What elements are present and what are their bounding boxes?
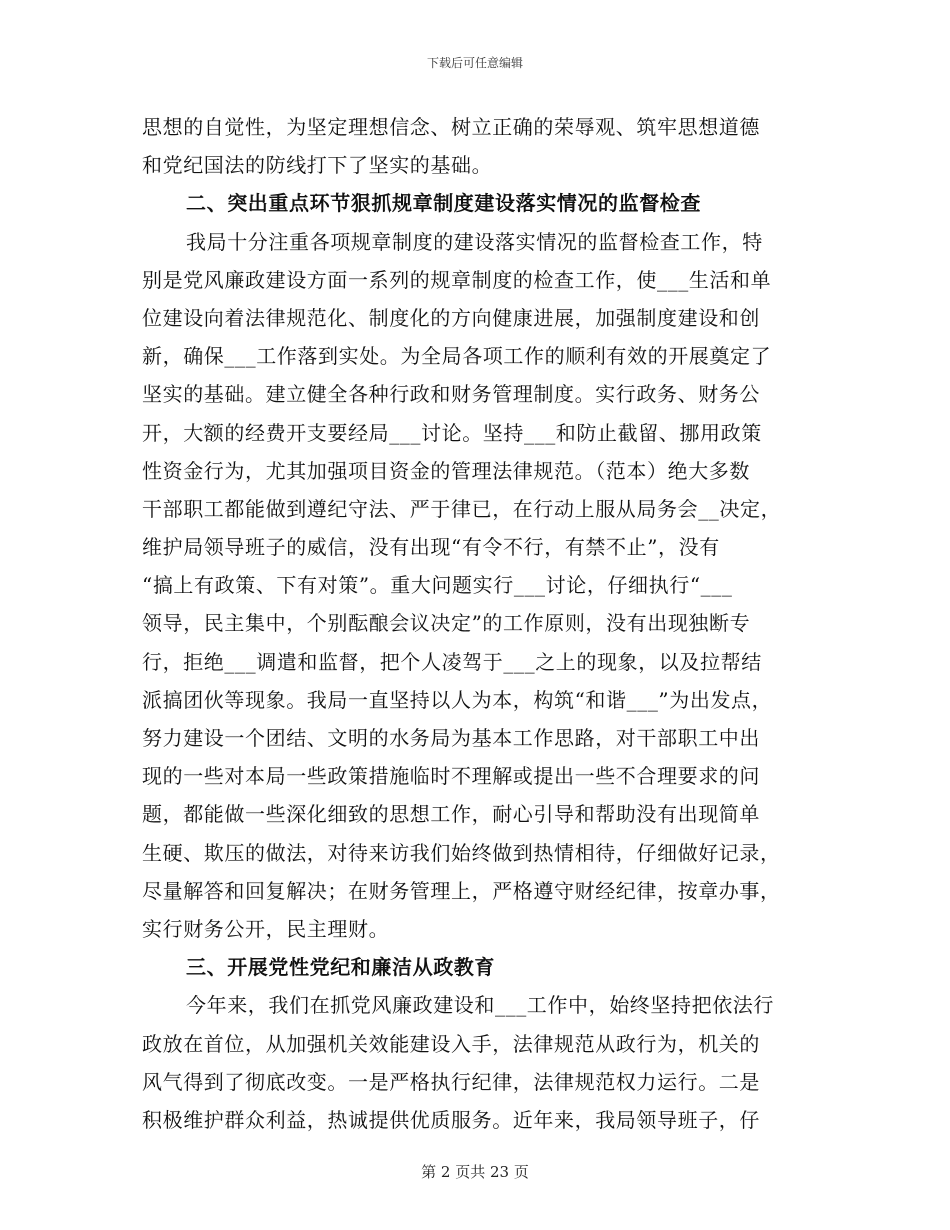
paragraph-line: 生硬、欺压的做法，对待来访我们始终做到热情相待，仔细做好记录， xyxy=(142,840,781,865)
paragraph-line: 尽量解答和回复解决；在财务管理上，严格遵守财经纪律，按章办事， xyxy=(142,878,781,903)
section-heading: 三、开展党性党纪和廉洁从政教育 xyxy=(186,955,495,980)
paragraph-line: 今年来，我们在抓党风廉政建设和___工作中，始终坚持把依法行 xyxy=(186,993,774,1018)
section-heading: 二、突出重点环节狠抓规章制度建设落实情况的监督检查 xyxy=(186,191,701,216)
paragraph-line: 位建设向着法律规范化、制度化的方向健康进展，加强制度建设和创 xyxy=(142,305,760,330)
paragraph-line: 题，都能做一些深化细致的思想工作，耐心引导和帮助没有出现简单 xyxy=(142,802,760,827)
paragraph-line: “搞上有政策、下有对策”。重大问题实行___讨论，仔细执行“___ xyxy=(142,573,733,598)
paragraph-line: 派搞团伙等现象。我局一直坚持以人为本，构筑“和谐___”为出发点， xyxy=(142,687,773,712)
paragraph-line: 努力建设一个团结、文明的水务局为基本工作思路，对干部职工中出 xyxy=(142,726,760,750)
paragraph-line: 新，确保___工作落到实处。为全局各项工作的顺利有效的开展奠定了 xyxy=(142,344,772,369)
paragraph-line: 风气得到了彻底改变。一是严格执行纪律，法律规范权力运行。二是 xyxy=(142,1069,760,1094)
paragraph-line: 现的一些对本局一些政策措施临时不理解或提出一些不合理要求的问 xyxy=(142,764,760,789)
paragraph-line: 积极维护群众利益，热诚提供优质服务。近年来，我局领导班子，仔 xyxy=(142,1107,760,1132)
paragraph-line: 我局十分注重各项规章制度的建设落实情况的监督检查工作，特 xyxy=(186,229,763,254)
paragraph-line: 维护局领导班子的威信，没有出现“有令不行，有禁不止”，没有 xyxy=(142,535,720,560)
page-header: 下载后可任意编辑 xyxy=(426,56,523,70)
paragraph-line: 开，大额的经费开支要经局___讨论。坚持___和防止截留、挪用政策 xyxy=(142,420,762,445)
paragraph-line: 行，拒绝___调遣和监督，把个人凌驾于___之上的现象，以及拉帮结 xyxy=(142,649,762,674)
paragraph-line: 别是党风廉政建设方面一系列的规章制度的检查工作，使___生活和单 xyxy=(142,267,772,292)
page-footer: 第 2 页共 23 页 xyxy=(421,1163,529,1181)
paragraph-line: 坚实的基础。建立健全各种行政和财务管理制度。实行政务、财务公 xyxy=(142,382,760,407)
document-body xyxy=(142,108,822,1139)
paragraph-line: 政放在首位，从加强机关效能建设入手，法律规范从政行为，机关的 xyxy=(142,1031,760,1056)
paragraph-line: 思想的自觉性，为坚定理想信念、树立正确的荣辱观、筑牢思想道德 xyxy=(142,115,760,139)
paragraph-line: 干部职工都能做到遵纪守法、严于律已，在行动上服从局务会__决定， xyxy=(142,496,782,521)
paragraph-line: 和党纪国法的防线打下了坚实的基础。 xyxy=(142,153,493,178)
paragraph-line: 实行财务公开，民主理财。 xyxy=(142,916,390,941)
paragraph-line: 性资金行为，尤其加强项目资金的管理法律规范。（范本）绝大多数 xyxy=(142,458,750,483)
paragraph-line: 领导，民主集中，个别酝酿会议决定”的工作原则，没有出现独断专 xyxy=(142,611,751,636)
